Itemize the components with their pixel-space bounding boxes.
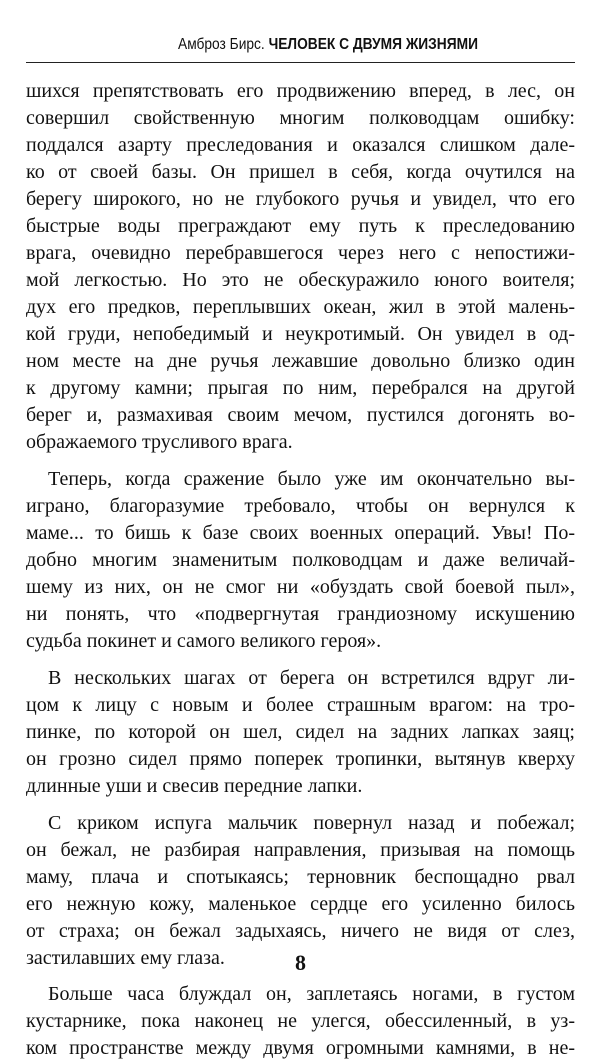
text-line: совершил свойственную многим полководцам ошибку: xyxy=(26,107,575,129)
text-line: быстрые воды преграждают ему путь к преследованию xyxy=(26,215,575,237)
text-line: кой груди, непобедимый и неукротимый. Он увидел в од- xyxy=(26,323,575,345)
text-line: ном месте на дне ручья лежавшие довольно близко один xyxy=(26,350,575,372)
text-line: ображаемого трусливого врага. xyxy=(26,431,293,453)
text-line: цом к лицу с новым и более страшным врагом: на тро- xyxy=(26,694,575,716)
text-line: ко от своей базы. Он пришел в себя, когда очутился на xyxy=(26,161,575,183)
running-header xyxy=(139,36,517,54)
page-number: 8 xyxy=(295,950,306,975)
header-title: ЧЕЛОВЕК С ДВУМЯ ЖИЗНЯМИ xyxy=(268,36,478,53)
text-line: Больше часа блуждал он, заплетаясь ногами, в густом xyxy=(48,983,575,1005)
text-line: кустарнике, пока наконец не улегся, обессиленный, в уз- xyxy=(26,1010,575,1032)
text-line: В нескольких шагах от берега он встретился вдруг ли- xyxy=(48,667,575,689)
paragraph-5 xyxy=(26,981,575,1062)
text-line: судьба покинет и самого великого героя». xyxy=(26,630,382,652)
text-line: ком пространстве между двумя огромными камнями, в не- xyxy=(26,1037,575,1059)
paragraph-3 xyxy=(26,665,575,800)
text-line: шему из них, он не смог ни «обуздать свой боевой пыл», xyxy=(26,576,575,598)
paragraph-4 xyxy=(26,810,575,972)
header-rule xyxy=(26,62,575,63)
text-line: от страха; он бежал задыхаясь, ничего не видя от слез, xyxy=(26,920,575,942)
body-text xyxy=(26,78,575,1062)
text-line: играно, благоразумие требовало, чтобы он вернулся к xyxy=(26,495,575,517)
text-line: добно многим знаменитым полководцам и даже величай- xyxy=(26,549,575,571)
text-line: Теперь, когда сражение было уже им окончательно вы- xyxy=(48,468,575,490)
text-line: врага, очевидно перебравшегося через него с непостижи- xyxy=(26,242,575,264)
text-line: маме... то бишь к базе своих военных операций. Увы! По- xyxy=(26,522,575,544)
text-line: застилавших ему глаза. xyxy=(26,947,225,969)
text-line: поддался азарту преследования и оказался слишком дале- xyxy=(26,134,575,156)
text-line: он бежал, не разбирая направления, призывая на помощь xyxy=(26,839,575,861)
text-line: к другому камни; прыгая по ним, перебрался на другой xyxy=(26,377,575,399)
text-line: ни понять, что «подвергнутая грандиозному искушению xyxy=(26,603,575,625)
paragraph-1 xyxy=(26,78,575,456)
text-line: шихся препятствовать его продвижению вперед, в лес, он xyxy=(26,80,575,102)
text-line: он грозно сидел прямо поперек тропинки, вытянув кверху xyxy=(26,748,575,770)
paragraph-2 xyxy=(26,466,575,655)
text-line: маму, плача и спотыкаясь; терновник беспощадно рвал xyxy=(26,866,575,888)
text-line: мой легкостью. Но это не обескуражило юного воителя; xyxy=(26,269,575,291)
text-line: берегу широкого, но не глубокого ручья и увидел, что его xyxy=(26,188,575,210)
text-line: берег и, размахивая своим мечом, пустился догонять во- xyxy=(26,404,575,426)
text-line: пинке, по которой он шел, сидел на задних лапках заяц; xyxy=(26,721,575,743)
text-line: С криком испуга мальчик повернул назад и побежал; xyxy=(48,812,575,834)
text-line: длинные уши и свесив передние лапки. xyxy=(26,775,363,797)
header-author: Амброз Бирс. xyxy=(178,36,265,53)
text-line: его нежную кожу, маленькое сердце его усиленно билось xyxy=(26,893,575,915)
text-line: дух его предков, переплывших океан, жил в этой малень- xyxy=(26,296,575,318)
